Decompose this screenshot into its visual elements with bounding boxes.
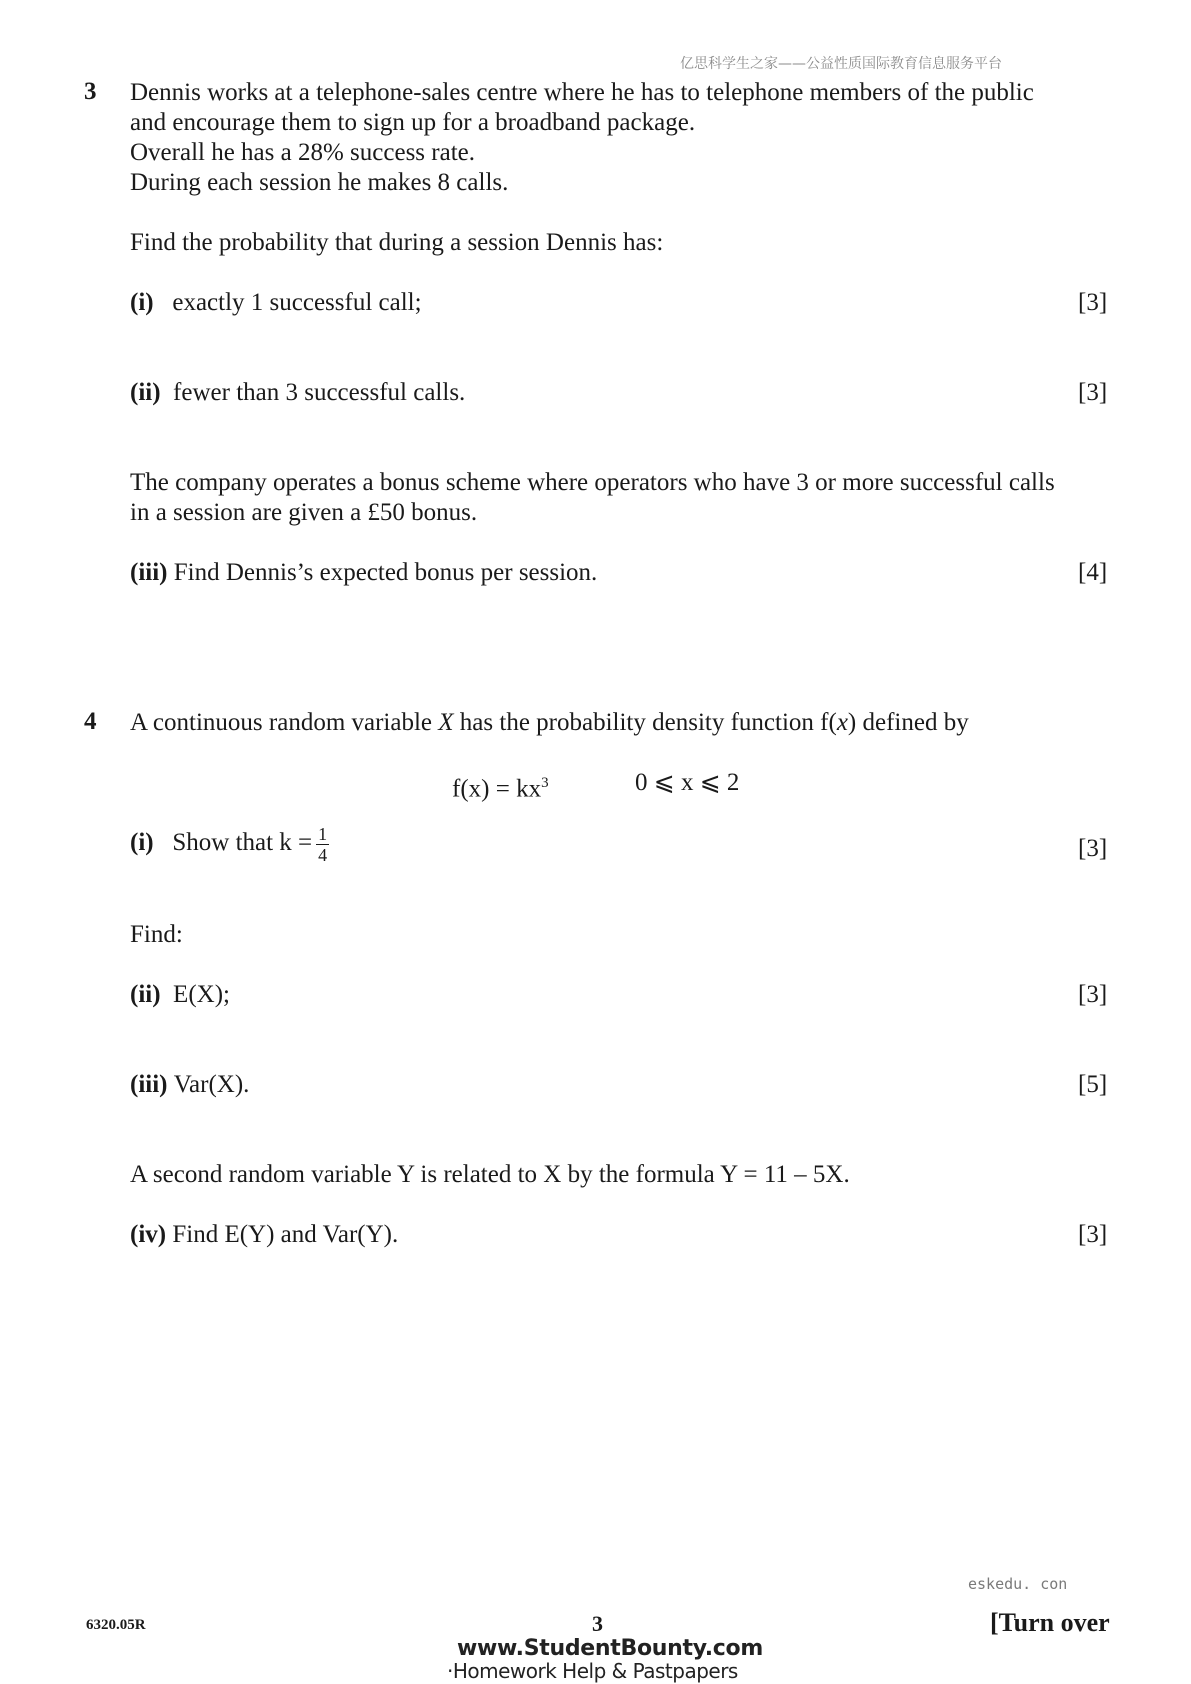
q4-part-ii — [130, 980, 230, 1010]
q3-part-i-label: (i) — [130, 289, 154, 316]
q3-bonus-line-2: in a session are given a £50 bonus. — [130, 499, 478, 526]
q3-part-iii-label: (iii) — [130, 559, 168, 586]
q3-part-iii-text: Find Dennis’s expected bonus per session. — [173, 559, 598, 586]
q4-part-iii-marks: [5] — [1078, 1071, 1108, 1098]
fraction-numerator: 1 — [318, 824, 328, 844]
q3-part-iii — [130, 558, 597, 588]
q3-intro-line-1: Dennis works at a telephone-sales centre where he has to telephone members of the public — [130, 79, 1034, 106]
q4-intro-end: ) defined by — [847, 709, 969, 736]
q3-part-iii-marks: [4] — [1078, 559, 1108, 586]
q4-intro — [130, 708, 969, 738]
q4-part-ii-label: (ii) — [130, 981, 161, 1008]
question-3-number: 3 — [84, 78, 97, 105]
q4-intro-suffix: has the probability density function f( — [453, 709, 837, 736]
fraction-one-quarter — [316, 824, 329, 865]
q3-bonus-line-1: The company operates a bonus scheme where operators who have 3 or more successful calls — [130, 469, 1055, 496]
q4-part-i-marks: [3] — [1078, 835, 1108, 862]
q4-part-iv — [130, 1220, 398, 1250]
q3-intro-line-4: During each session he makes 8 calls. — [130, 169, 509, 196]
q3-part-ii-marks: [3] — [1078, 379, 1108, 406]
q4-part-i-text: Show that k = — [172, 829, 313, 857]
q3-part-ii-text: fewer than 3 successful calls. — [173, 379, 466, 406]
q4-part-iii — [130, 1070, 249, 1100]
q4-intro-var: X — [438, 709, 454, 736]
question-4-number: 4 — [84, 708, 97, 735]
q3-intro-line-3: Overall he has a 28% success rate. — [130, 139, 475, 166]
q3-find-prompt: Find the probability that during a session Dennis has: — [130, 229, 664, 256]
q3-part-i-marks: [3] — [1078, 289, 1108, 316]
turn-over-label: [Turn over — [990, 1608, 1110, 1637]
q4-part-iv-label: (iv) — [130, 1221, 167, 1248]
q4-part-i-label: (i) — [130, 829, 154, 857]
q4-pdf-exponent: 3 — [541, 775, 549, 791]
q4-pdf-formula — [452, 768, 549, 804]
q3-part-i — [130, 288, 422, 318]
fraction-denominator: 4 — [318, 845, 328, 865]
q4-part-iii-text: Var(X). — [173, 1071, 250, 1098]
q4-part-i — [130, 824, 329, 865]
header-watermark: 亿思科学生之家——公益性质国际教育信息服务平台 — [680, 56, 1002, 72]
q3-intro-line-2: and encourage them to sign up for a broadband package. — [130, 109, 696, 136]
q4-pdf-domain: 0 ⩽ x ⩽ 2 — [635, 769, 740, 796]
eskedu-watermark: eskedu. con — [968, 1575, 1068, 1593]
q4-part-iv-text: Find E(Y) and Var(Y). — [172, 1221, 399, 1248]
q4-part-iv-marks: [3] — [1078, 1221, 1108, 1248]
q4-part-ii-text: E(X); — [173, 981, 230, 1008]
q4-pdf-expression: f(x) = kx — [452, 775, 542, 803]
paper-code: 6320.05R — [86, 1617, 146, 1633]
q4-part-ii-marks: [3] — [1078, 981, 1108, 1008]
q3-part-ii-label: (ii) — [130, 379, 161, 406]
q3-part-i-text: exactly 1 successful call; — [172, 289, 422, 316]
studentbounty-url[interactable]: www.StudentBounty.com — [457, 1636, 763, 1661]
q3-part-ii — [130, 378, 465, 408]
q4-find-label: Find: — [130, 921, 183, 948]
q4-second-variable-text: A second random variable Y is related to X by the formula Y = 11 – 5X. — [130, 1161, 850, 1188]
studentbounty-tagline: ·Homework Help & Pastpapers — [447, 1659, 738, 1683]
q4-intro-prefix: A continuous random variable — [130, 709, 439, 736]
page-number: 3 — [592, 1611, 603, 1636]
q4-part-iii-label: (iii) — [130, 1071, 168, 1098]
q4-intro-x: x — [836, 709, 848, 736]
